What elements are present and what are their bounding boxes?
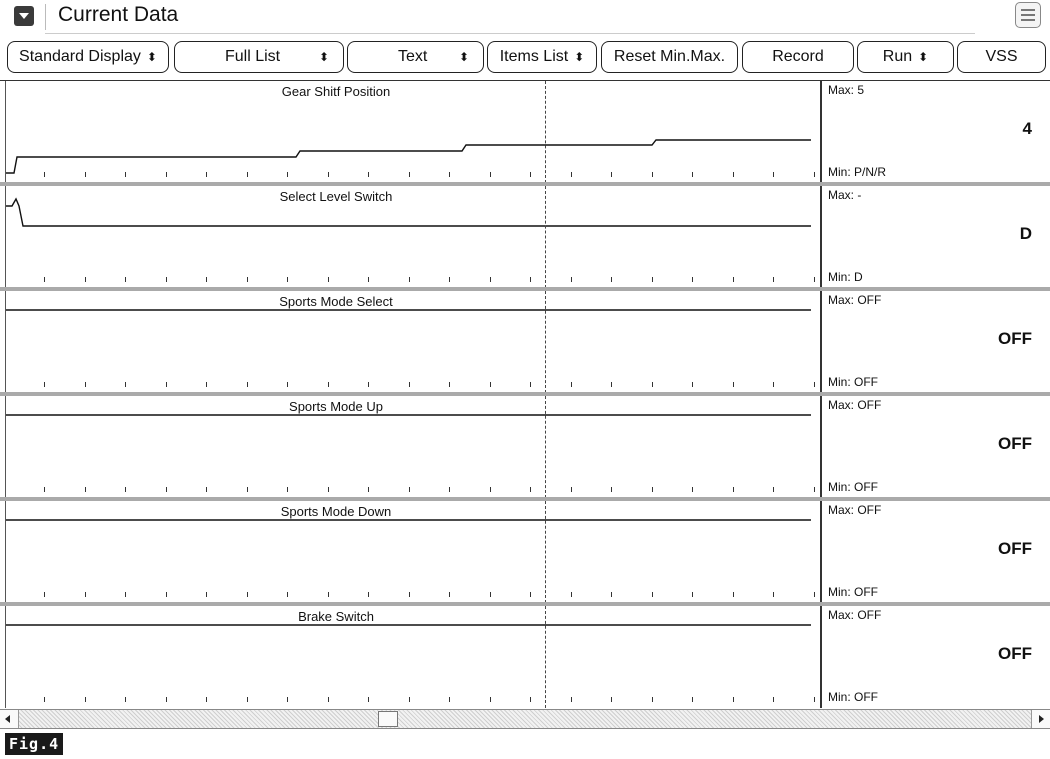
min-value: Min: OFF [828,480,878,494]
tick-mark [368,697,369,702]
tick-mark [44,172,45,177]
current-value: OFF [998,644,1032,663]
panel-sports-mode-up [0,396,1050,501]
divider [820,291,822,393]
record-button[interactable] [742,41,854,73]
tick-mark [409,592,410,597]
time-cursor[interactable] [545,606,546,708]
time-ticks [6,381,821,387]
tick-mark [44,487,45,492]
tick-mark [44,277,45,282]
time-ticks [6,276,821,282]
max-value: Max: - [828,188,862,202]
button-label: Record [772,48,824,65]
tick-mark [449,592,450,597]
tick-mark [773,277,774,282]
panel-title: Gear Shitf Position [281,84,391,99]
tick-mark [571,382,572,387]
items-list-select[interactable] [487,41,597,73]
tick-mark [571,697,572,702]
button-label: Reset Min.Max. [613,48,726,65]
divider [820,186,822,288]
tick-mark [611,487,612,492]
run-select[interactable] [857,41,954,73]
tick-mark [409,172,410,177]
tick-mark [611,172,612,177]
tick-mark [166,487,167,492]
tick-mark [652,487,653,492]
tick-mark [571,172,572,177]
tick-mark [206,592,207,597]
current-value: OFF [998,539,1032,558]
tick-mark [409,487,410,492]
text-select[interactable] [347,41,484,73]
arrow-right-icon[interactable] [1031,710,1050,728]
tick-mark [530,487,531,492]
tick-mark [287,592,288,597]
menu-lines-icon[interactable] [1015,2,1041,28]
tick-mark [85,382,86,387]
tick-mark [692,382,693,387]
tick-mark [814,487,815,492]
tick-mark [490,487,491,492]
tick-mark [571,277,572,282]
tick-mark [611,697,612,702]
tick-mark [449,382,450,387]
tick-mark [449,172,450,177]
divider [820,606,822,708]
graph-area [5,396,821,498]
tick-mark [247,277,248,282]
time-ticks [6,486,821,492]
tick-mark [490,697,491,702]
tick-mark [125,487,126,492]
divider [820,396,822,498]
time-ticks [6,171,821,177]
tick-mark [773,382,774,387]
tick-mark [449,697,450,702]
tick-mark [814,697,815,702]
signal-trace [6,186,821,288]
panel-brake-switch [0,606,1050,711]
toolbar [0,38,1050,78]
tick-mark [530,382,531,387]
tick-mark [773,697,774,702]
min-value: Min: OFF [828,585,878,599]
graph-area [5,501,821,603]
button-label: Standard Display [19,48,141,65]
tick-mark [85,172,86,177]
tick-mark [368,487,369,492]
tick-mark [166,382,167,387]
tick-mark [733,487,734,492]
min-value: Min: OFF [828,690,878,704]
tick-mark [368,382,369,387]
time-ticks [6,591,821,597]
tick-mark [814,592,815,597]
tick-mark [125,277,126,282]
min-value: Min: P/N/R [828,165,887,179]
button-label: Text [398,48,428,65]
max-value: Max: OFF [828,503,882,517]
tick-mark [125,592,126,597]
tick-mark [530,172,531,177]
tick-mark [368,172,369,177]
standard-display-select[interactable] [7,41,169,73]
divider [820,81,822,183]
tick-mark [652,277,653,282]
graph-area [5,186,821,288]
graph-area [5,606,821,708]
max-value: Max: OFF [828,398,882,412]
tick-mark [733,172,734,177]
time-cursor[interactable] [545,186,546,288]
title-bar [0,0,1050,36]
signal-trace [6,81,821,183]
tick-mark [247,172,248,177]
tick-mark [530,277,531,282]
tick-mark [571,592,572,597]
tick-mark [773,487,774,492]
tick-mark [733,277,734,282]
tick-mark [287,487,288,492]
tick-mark [85,592,86,597]
signal-trace [6,291,821,393]
tick-mark [287,382,288,387]
tick-mark [611,382,612,387]
tick-mark [328,382,329,387]
vss-button[interactable] [957,41,1046,73]
button-label: Full List [225,48,281,65]
tick-mark [571,487,572,492]
tick-mark [206,697,207,702]
signal-trace [6,396,821,498]
tick-mark [490,382,491,387]
tick-mark [814,277,815,282]
tick-mark [125,697,126,702]
up-down-arrows-icon: ⬍ [918,50,929,64]
tick-mark [490,592,491,597]
tick-mark [328,277,329,282]
tick-mark [733,592,734,597]
tick-mark [530,592,531,597]
panel-title: Sports Mode Select [279,294,393,309]
button-label: VSS [985,48,1018,65]
tick-mark [692,592,693,597]
tick-mark [247,382,248,387]
tick-mark [287,172,288,177]
tick-mark [328,172,329,177]
tick-mark [206,487,207,492]
tick-mark [328,487,329,492]
current-value: 4 [1022,119,1032,138]
max-value: Max: OFF [828,608,882,622]
tick-mark [247,697,248,702]
scroll-thumb[interactable] [378,711,398,727]
tick-mark [530,697,531,702]
tick-mark [125,172,126,177]
tick-mark [692,277,693,282]
tick-mark [652,592,653,597]
tick-mark [44,382,45,387]
tick-mark [328,592,329,597]
panel-title: Sports Mode Down [280,504,392,519]
tick-mark [490,277,491,282]
tick-mark [166,277,167,282]
arrow-left-icon[interactable] [0,710,19,728]
data-graph-panels [0,80,1050,708]
current-value: D [1019,224,1032,243]
up-down-arrows-icon: ⬍ [318,50,329,64]
panel-select-level-switch [0,186,1050,291]
tick-mark [166,172,167,177]
current-value: OFF [998,329,1032,348]
time-cursor[interactable] [545,81,546,183]
panel-sports-mode-select [0,291,1050,396]
time-ticks [6,696,821,702]
tick-mark [692,487,693,492]
tick-mark [166,697,167,702]
max-value: Max: OFF [828,293,882,307]
page-title: Current Data [58,3,179,26]
tick-mark [814,382,815,387]
tick-mark [611,592,612,597]
tick-mark [166,592,167,597]
panel-sports-mode-down [0,501,1050,606]
min-value: Min: D [828,270,863,284]
tick-mark [652,382,653,387]
current-value: OFF [998,434,1032,453]
tick-mark [328,697,329,702]
tick-mark [85,697,86,702]
horizontal-scrollbar[interactable] [0,709,1050,729]
graph-area [5,81,821,183]
time-cursor[interactable] [545,396,546,498]
tick-mark [206,277,207,282]
tick-mark [490,172,491,177]
panel-gear-shift-position [0,81,1050,186]
tick-mark [611,277,612,282]
tick-mark [125,382,126,387]
tick-mark [206,172,207,177]
title-underline [45,33,975,34]
figure-label: Fig.4 [5,733,63,755]
tick-mark [287,277,288,282]
time-cursor[interactable] [545,291,546,393]
tick-mark [814,172,815,177]
tick-mark [287,697,288,702]
reset-min-max-button[interactable] [601,41,738,73]
tick-mark [733,697,734,702]
tick-mark [692,172,693,177]
tick-mark [409,382,410,387]
max-value: Max: 5 [828,83,865,97]
tick-mark [368,592,369,597]
tick-mark [733,382,734,387]
tick-mark [85,277,86,282]
tick-mark [692,697,693,702]
full-list-select[interactable] [174,41,344,73]
tick-mark [247,487,248,492]
tick-mark [247,592,248,597]
signal-trace [6,606,821,708]
tick-mark [773,172,774,177]
panel-title: Sports Mode Up [289,399,383,414]
panel-title: Select Level Switch [279,189,393,204]
tick-mark [773,592,774,597]
tick-mark [409,277,410,282]
tick-mark [368,277,369,282]
min-value: Min: OFF [828,375,878,389]
collapse-triangle-icon[interactable] [14,6,34,26]
up-down-arrows-icon: ⬍ [458,50,469,64]
up-down-arrows-icon: ⬍ [146,50,157,64]
button-label: Run [882,48,913,65]
time-cursor[interactable] [545,501,546,603]
graph-area [5,291,821,393]
divider [820,501,822,603]
tick-mark [44,592,45,597]
tick-mark [652,172,653,177]
panel-title: Brake Switch [298,609,374,624]
tick-mark [652,697,653,702]
tick-mark [449,487,450,492]
button-label: Items List [499,48,569,65]
title-separator [45,4,46,30]
tick-mark [449,277,450,282]
signal-trace [6,501,821,603]
tick-mark [44,697,45,702]
tick-mark [85,487,86,492]
tick-mark [409,697,410,702]
up-down-arrows-icon: ⬍ [574,50,585,64]
tick-mark [206,382,207,387]
